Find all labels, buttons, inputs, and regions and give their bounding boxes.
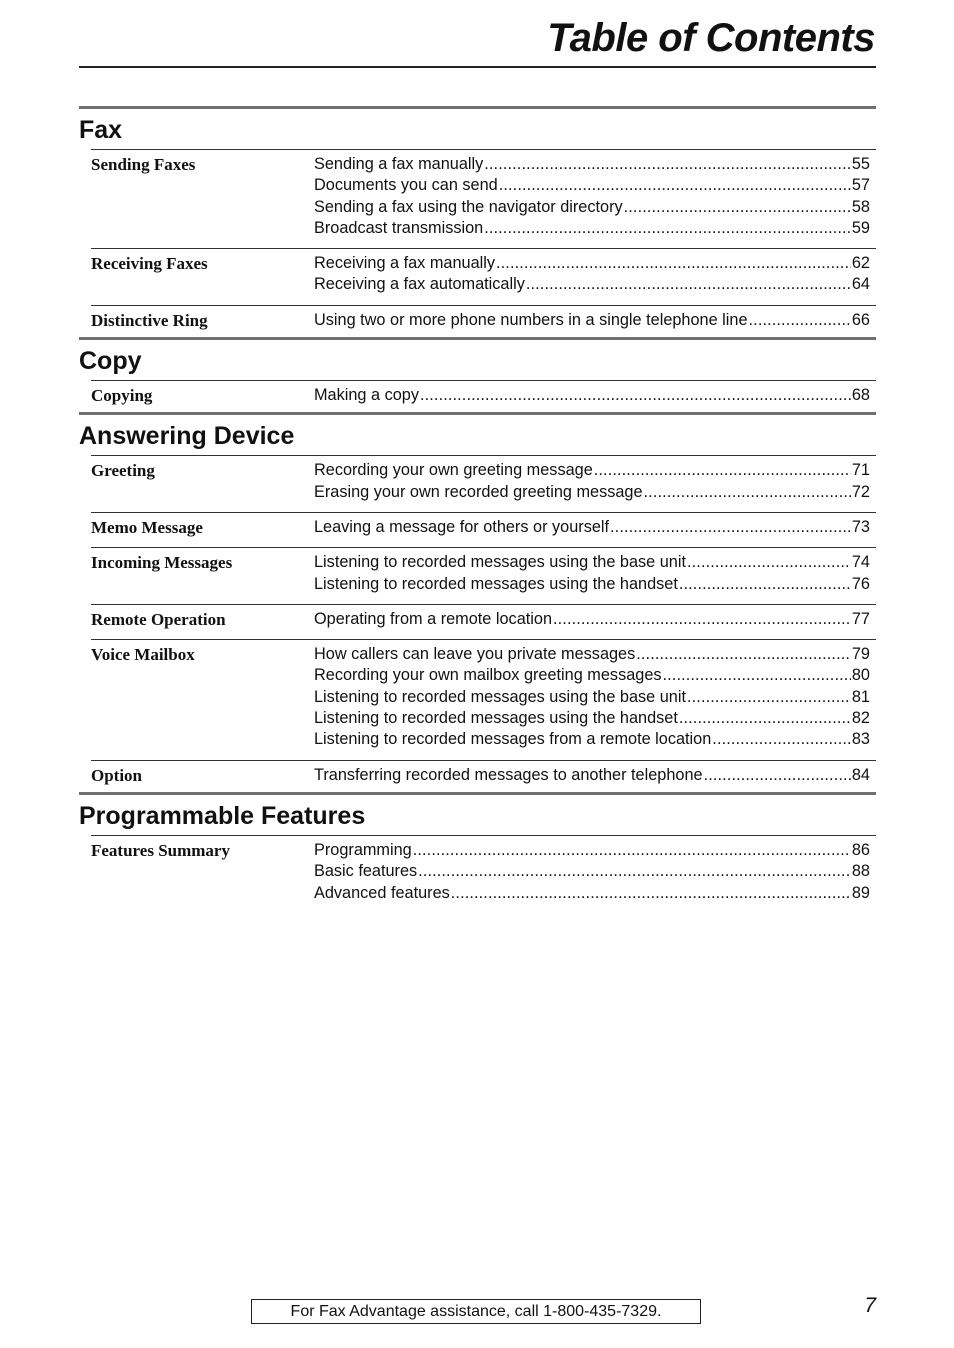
toc-subsection xyxy=(91,305,876,337)
section-heading: Copy xyxy=(79,347,142,376)
entry-text: Operating from a remote location xyxy=(314,609,553,628)
entry-page-number: 76 xyxy=(851,574,870,593)
entry-text: Making a copy xyxy=(314,386,419,405)
entry-page-number: 62 xyxy=(851,254,870,273)
toc-subsection xyxy=(91,380,876,412)
toc-subsection xyxy=(91,455,876,512)
entry-text: Listening to recorded messages using the base unit xyxy=(314,687,686,706)
subsection-title: Receiving Faxes xyxy=(91,254,208,274)
dot-leader xyxy=(499,175,851,196)
dot-leader xyxy=(610,517,851,538)
toc-entry xyxy=(314,765,870,786)
entry-text: Receiving a fax automatically xyxy=(314,275,525,294)
toc-entry xyxy=(314,253,870,274)
toc-entry xyxy=(314,574,870,595)
entry-text: Sending a fax using the navigator directory xyxy=(314,197,623,216)
subsection-title: Incoming Messages xyxy=(91,553,233,573)
dot-leader xyxy=(679,574,851,595)
dot-leader xyxy=(679,708,851,729)
toc-entry xyxy=(314,644,870,665)
toc-subsection xyxy=(91,512,876,547)
subsection-title: Option xyxy=(91,765,143,785)
toc-entry-list xyxy=(314,460,870,503)
dot-leader xyxy=(413,840,851,861)
toc-entry xyxy=(314,385,870,406)
toc-entry xyxy=(314,517,870,538)
subsection-title: Sending Faxes xyxy=(91,155,196,174)
dot-leader xyxy=(712,729,851,750)
dot-leader xyxy=(418,861,851,882)
toc-entry-list xyxy=(314,840,870,904)
subsection-title: Memo Message xyxy=(91,517,203,537)
page-title: Table of Contents xyxy=(547,16,875,60)
entry-page-number: 79 xyxy=(851,645,870,664)
entry-text: Basic features xyxy=(314,862,418,881)
entry-page-number: 89 xyxy=(851,883,870,902)
toc-section xyxy=(79,412,876,792)
entry-text: Advanced features xyxy=(314,883,450,902)
section-heading: Programmable Features xyxy=(79,801,366,830)
entry-page-number: 74 xyxy=(851,553,870,572)
toc-entry xyxy=(314,310,870,331)
assistance-footer: For Fax Advantage assistance, call 1-800-435-7329. xyxy=(251,1299,701,1324)
subsection-title: Voice Mailbox xyxy=(91,645,195,665)
entry-page-number: 64 xyxy=(851,275,870,294)
toc-entry-list xyxy=(314,385,870,406)
entry-text: Listening to recorded messages using the base unit xyxy=(314,553,686,572)
toc-entry xyxy=(314,218,870,239)
entry-text: Listening to recorded messages using the handset xyxy=(314,574,678,593)
toc-entry xyxy=(314,883,870,904)
entry-text: Broadcast transmission xyxy=(314,218,484,237)
toc-entry xyxy=(314,840,870,861)
entry-text: Receiving a fax manually xyxy=(314,254,495,273)
subsection-title: Remote Operation xyxy=(91,609,226,629)
entry-page-number: 72 xyxy=(851,482,870,501)
dot-leader xyxy=(644,482,851,503)
dot-leader xyxy=(484,218,851,239)
subsection-title: Features Summary xyxy=(91,840,230,860)
entry-text: Leaving a message for others or yourself xyxy=(314,517,610,536)
toc-entry-list xyxy=(314,517,870,538)
dot-leader xyxy=(526,274,851,295)
dot-leader xyxy=(687,687,851,708)
entry-page-number: 83 xyxy=(851,730,870,749)
toc-entry xyxy=(314,552,870,573)
toc-entry-list xyxy=(314,253,870,296)
entry-page-number: 86 xyxy=(851,840,870,859)
toc-entry-list xyxy=(314,644,870,750)
entry-page-number: 58 xyxy=(851,197,870,216)
toc-subsection xyxy=(91,149,876,248)
section-heading: Answering Device xyxy=(79,422,295,451)
entry-page-number: 73 xyxy=(851,517,870,536)
entry-text: Erasing your own recorded greeting message xyxy=(314,482,643,501)
toc-entry xyxy=(314,274,870,295)
section-heading: Fax xyxy=(79,116,123,144)
entry-text: Programming xyxy=(314,840,412,859)
entry-page-number: 82 xyxy=(851,709,870,728)
toc-section xyxy=(79,337,876,412)
toc-entry-list xyxy=(314,154,870,239)
toc-subsection xyxy=(91,835,876,910)
entry-page-number: 66 xyxy=(851,310,870,329)
toc-subsection xyxy=(91,604,876,639)
entry-text: Listening to recorded messages using the handset xyxy=(314,709,678,728)
page-number: 7 xyxy=(864,1294,876,1317)
toc-entry xyxy=(314,197,870,218)
entry-page-number: 80 xyxy=(851,666,870,685)
subsection-title: Copying xyxy=(91,386,153,406)
toc-entry xyxy=(314,154,870,175)
toc-entry xyxy=(314,861,870,882)
entry-page-number: 71 xyxy=(851,461,870,480)
entry-text: Using two or more phone numbers in a single telephone line xyxy=(314,310,748,329)
subsection-title: Greeting xyxy=(91,461,155,481)
entry-text: Sending a fax manually xyxy=(314,155,484,173)
entry-page-number: 57 xyxy=(851,176,870,195)
dot-leader xyxy=(484,154,851,175)
dot-leader xyxy=(636,644,851,665)
dot-leader xyxy=(420,385,851,406)
toc-subsection xyxy=(91,639,876,759)
toc-section xyxy=(79,106,876,337)
subsection-title: Distinctive Ring xyxy=(91,310,208,330)
toc-entry xyxy=(314,665,870,686)
entry-page-number: 55 xyxy=(851,155,870,173)
toc-entry-list xyxy=(314,765,870,786)
entry-text: How callers can leave you private messages xyxy=(314,645,636,664)
dot-leader xyxy=(704,765,851,786)
toc-entry-list xyxy=(314,552,870,595)
entry-page-number: 77 xyxy=(851,609,870,628)
toc-entry xyxy=(314,687,870,708)
dot-leader xyxy=(749,310,851,331)
dot-leader xyxy=(451,883,851,904)
toc-entry-list xyxy=(314,310,870,331)
toc-content xyxy=(79,106,876,910)
entry-text: Listening to recorded messages from a remote location xyxy=(314,730,712,749)
dot-leader xyxy=(663,665,851,686)
toc-entry xyxy=(314,609,870,630)
toc-subsection xyxy=(91,547,876,604)
toc-entry xyxy=(314,460,870,481)
toc-entry xyxy=(314,708,870,729)
toc-entry xyxy=(314,175,870,196)
entry-page-number: 81 xyxy=(851,687,870,706)
dot-leader xyxy=(687,552,851,573)
title-rule xyxy=(79,66,876,68)
toc-entry xyxy=(314,729,870,750)
dot-leader xyxy=(553,609,851,630)
dot-leader xyxy=(624,197,851,218)
entry-page-number: 84 xyxy=(851,765,870,784)
entry-page-number: 68 xyxy=(851,386,870,405)
entry-page-number: 59 xyxy=(851,218,870,237)
entry-text: Transferring recorded messages to another telephone xyxy=(314,765,703,784)
toc-section xyxy=(79,792,876,910)
toc-entry-list xyxy=(314,609,870,630)
toc-entry xyxy=(314,482,870,503)
entry-text: Recording your own greeting message xyxy=(314,461,593,480)
entry-text: Documents you can send xyxy=(314,176,498,195)
entry-text: Recording your own mailbox greeting messages xyxy=(314,666,662,685)
entry-page-number: 88 xyxy=(851,862,870,881)
toc-subsection xyxy=(91,760,876,792)
toc-subsection xyxy=(91,248,876,305)
dot-leader xyxy=(496,253,851,274)
dot-leader xyxy=(594,460,851,481)
